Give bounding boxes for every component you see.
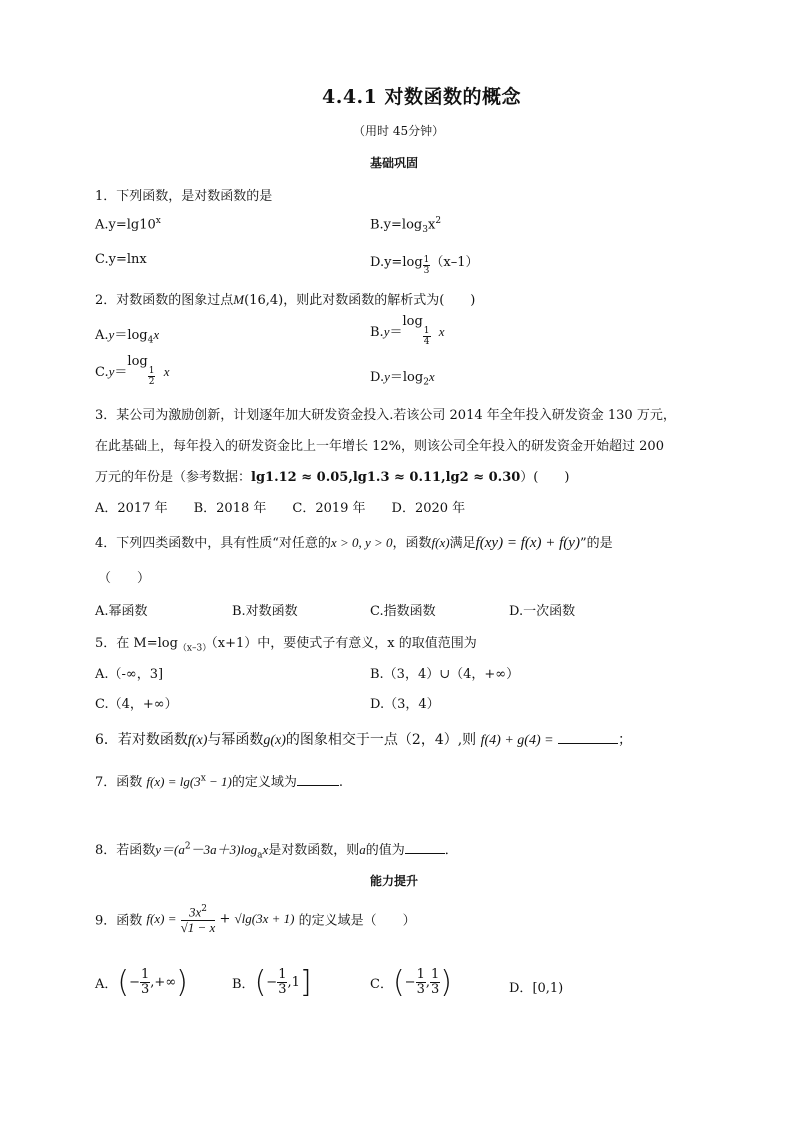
q4-option-b: B.对数函数 xyxy=(232,604,298,619)
answer-blank-6[interactable] xyxy=(558,731,618,744)
page-title: 4.4.1 对数函数的概念 xyxy=(322,86,522,108)
q2-option-c: C.y＝log $\frac{1}{2}$ x xyxy=(95,354,170,387)
q5-option-b: B.（3，4）∪（4，+∞） xyxy=(370,667,520,682)
question-9-stem: 9．函数 f(x) = $\frac{3x^2}{√1 - x}$ + √lg(3x + 1) 的定义域是（ ） xyxy=(95,904,416,936)
q1-option-b: $B.y=\log_3x^2$ xyxy=(370,216,442,235)
q1-option-d: D.y=log $\frac{1}{3}$ （x–1） xyxy=(370,255,479,276)
q1-option-a: $A.y=\lg 10^x$ xyxy=(95,216,161,233)
q2-option-a: $A.y=\log_4x$ xyxy=(95,327,160,346)
q9-option-c: C．(− $\frac{1}{3}$ , $\frac{1}{3}$ ) xyxy=(370,965,452,1000)
question-7: 7．函数 $f(x) = \lg(3^x - 1)$的定义域为 . xyxy=(95,773,344,790)
q4-option-c: C.指数函数 xyxy=(370,604,436,619)
question-5-stem: 5．在 $M=\log_{(x-3)}(x+1)$中，要使式子有意义，x 的取值范围为 xyxy=(95,636,477,654)
q3-options: A．2017 年 B．2018 年 C．2019 年 D．2020 年 xyxy=(95,501,466,516)
answer-blank-7[interactable] xyxy=(297,775,339,786)
question-4-stem: 4．下列四类函数中，具有性质“对任意的x > 0, y > 0，函数f(x)满足f(xy) = f(x) + f(y)”的是 xyxy=(95,535,613,551)
q2-option-d: $D.y=\log_2x$ xyxy=(370,369,435,388)
question-2-stem: 2．对数函数的图象过点M(16,4)，则此对数函数的解析式为( ) xyxy=(95,292,476,308)
question-3-line-1: 3．某公司为激励创新，计划逐年加大研发资金投入.若该公司 2014 年全年投入研发资金 130 万元， xyxy=(95,408,676,423)
question-6: 6．若对数函数f(x)与幂函数g(x)的图象相交于一点（2，4）,则 f(4) + g(4) = ； xyxy=(95,732,633,748)
q5-option-d: D.（3，4） xyxy=(370,697,440,712)
answer-blank-8[interactable] xyxy=(405,843,445,854)
question-1-stem: 1．下列函数，是对数函数的是 xyxy=(95,189,273,204)
q9-option-a: A．(− $\frac{1}{3}$ ,+∞) xyxy=(95,965,188,1000)
question-4-paren: （ ） xyxy=(98,571,151,586)
question-3-line-3: 万元的年份是（参考数据：lg1.12 ≈ 0.05,lg1.3 ≈ 0.11,lg2 ≈ 0.30）( ) xyxy=(95,470,570,485)
section-advanced-heading: 能力提升 xyxy=(370,874,419,888)
q5-option-a: A.（-∞，3] xyxy=(95,667,164,682)
q2-option-b: B.y＝log $\frac{1}{4}$ x xyxy=(370,314,445,347)
section-basic-heading: 基础巩固 xyxy=(370,156,419,170)
q5-option-c: C.（4，+∞） xyxy=(95,697,178,712)
time-note: （用时 45分钟） xyxy=(353,124,445,138)
q9-option-b: B．(− $\frac{1}{3}$ ,1] xyxy=(232,965,312,1000)
question-8: 8．若函数$y=(a^2-3a+3)\log_ax$是对数函数，则a的值为 ． xyxy=(95,841,458,861)
q4-option-a: A.幂函数 xyxy=(95,604,148,619)
question-3-line-2: 在此基础上，每年投入的研发资金比上一年增长 12%，则该公司全年投入的研发资金开始超过 200 xyxy=(95,439,664,454)
q1-option-c: C.y=lnx xyxy=(95,252,147,267)
q4-option-d: D.一次函数 xyxy=(509,604,576,619)
q9-option-d: D．[0,1) xyxy=(509,981,564,996)
